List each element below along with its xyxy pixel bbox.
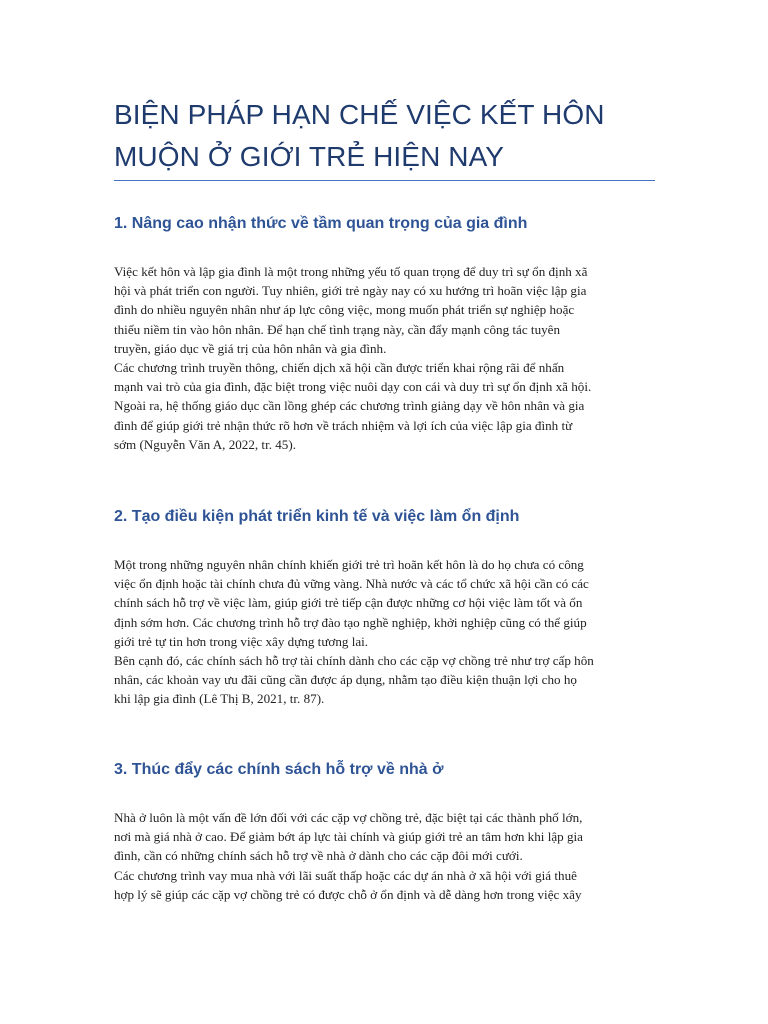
- section-heading-3: 3. Thúc đẩy các chính sách hỗ trợ về nhà ở: [114, 761, 444, 778]
- paragraph: Bên cạnh đó, các chính sách hỗ trợ tài chính dành cho các cặp vợ chồng trẻ như trợ cấp hôn nhân, các khoản vay ưu đãi cũng cần được áp dụng, nhằm tạo điều kiện thuận lợi cho họ khi lập gia đình (Lê Thị B, 2021, tr. 87).: [114, 653, 594, 707]
- section-body-2: [114, 555, 659, 709]
- paragraph: Các chương trình truyền thông, chiến dịch xã hội cần được triển khai rộng rãi để nhấn mạnh vai trò của gia đình, đặc biệt trong việc nuôi dạy con cái và duy trì sự ổn định xã hội. Ngoài ra, hệ thống giáo dục cần lồng ghép các chương trình giảng dạy về hôn nhân và gia đình để giúp giới trẻ nhận thức rõ hơn về trách nhiệm và lợi ích của việc lập gia đình từ sớm (Nguyễn Văn A, 2022, tr. 45).: [114, 360, 592, 452]
- paragraph: Nhà ở luôn là một vấn đề lớn đối với các cặp vợ chồng trẻ, đặc biệt tại các thành phố lớn, nơi mà giá nhà ở cao. Để giảm bớt áp lực tài chính và giúp giới trẻ an tâm hơn khi lập gia đình, cần có những chính sách hỗ trợ về nhà ở dành cho các cặp đôi mới cưới.: [114, 810, 583, 864]
- section-heading-2: 2. Tạo điều kiện phát triển kinh tế và việc làm ổn định: [114, 508, 520, 525]
- paragraph: Một trong những nguyên nhân chính khiến giới trẻ trì hoãn kết hôn là do họ chưa có công việc ổn định hoặc tài chính chưa đủ vững vàng. Nhà nước và các tổ chức xã hội cần có các chính sách hỗ trợ về việc làm, giúp giới trẻ tiếp cận được những cơ hội việc làm tốt và ổn định sớm hơn. Các chương trình hỗ trợ đào tạo nghề nghiệp, khởi nghiệp cũng có thể giúp giới trẻ tự tin hơn trong việc xây dựng tương lai.: [114, 557, 589, 649]
- paragraph: Các chương trình vay mua nhà với lãi suất thấp hoặc các dự án nhà ở xã hội với giá thuê hợp lý sẽ giúp các cặp vợ chồng trẻ có được chỗ ở ổn định và dễ dàng hơn trong việc xây: [114, 867, 582, 902]
- title-underline: [114, 180, 655, 181]
- paragraph: Việc kết hôn và lập gia đình là một trong những yếu tố quan trọng để duy trì sự ổn định xã hội và phát triển con người. Tuy nhiên, giới trẻ ngày nay có xu hướng trì hoãn việc lập gia đình do nhiều nguyên nhân như áp lực công việc, mong muốn phát triển sự nghiệp hoặc thiếu niềm tin vào hôn nhân. Để hạn chế tình trạng này, cần đẩy mạnh công tác tuyên truyền, giáo dục về giá trị của hôn nhân và gia đình.: [114, 264, 588, 356]
- document-title: BIỆN PHÁP HẠN CHẾ VIỆC KẾT HÔN MUỘN Ở GIỚI TRẺ HIỆN NAY: [114, 99, 605, 172]
- section-heading-1: 1. Nâng cao nhận thức về tầm quan trọng của gia đình: [114, 215, 528, 232]
- section-body-1: [114, 262, 659, 454]
- section-body-3: [114, 808, 659, 904]
